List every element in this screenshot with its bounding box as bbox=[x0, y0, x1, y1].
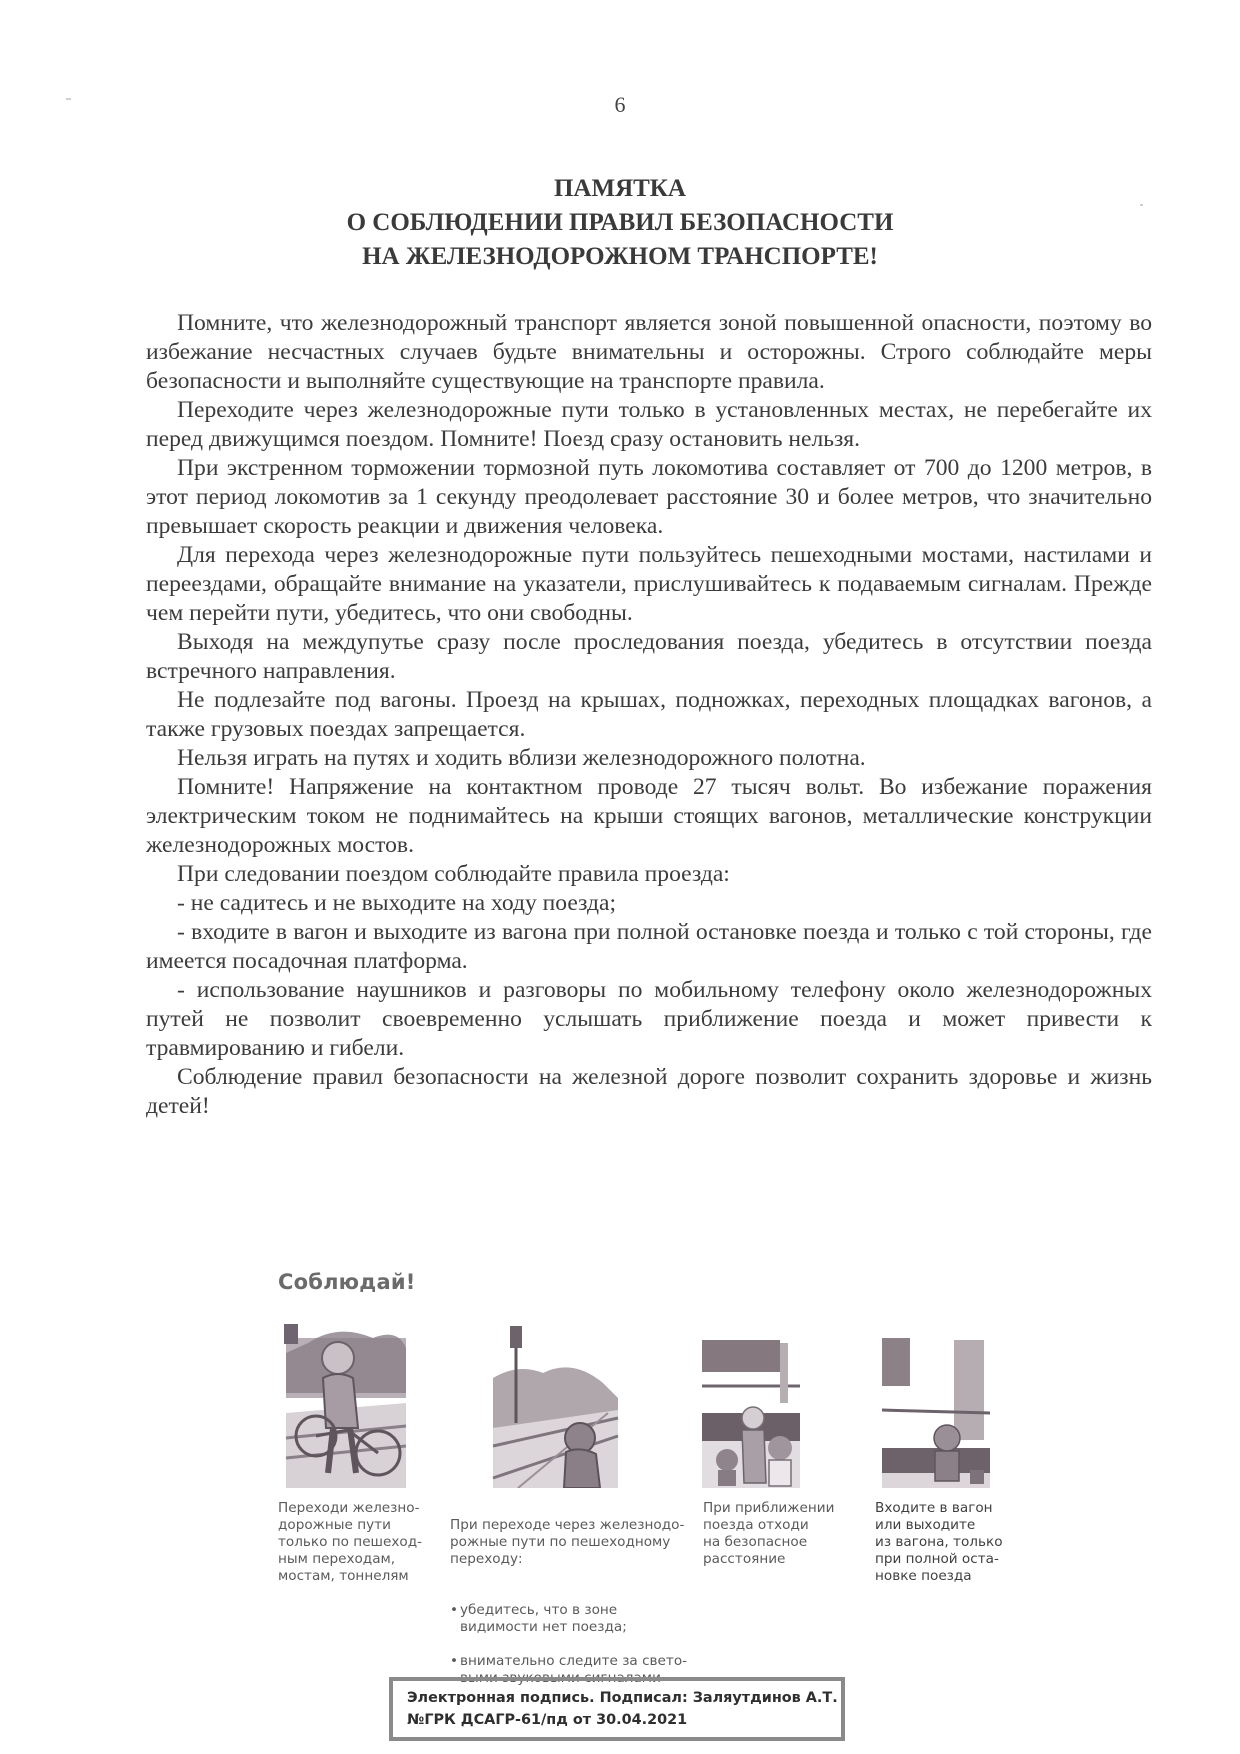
list-item: - входите в вагон и выходите из вагона при полной остановке поезда и только с той стороны, где имеется посадочная платформа. bbox=[146, 919, 1152, 974]
paragraph: Не подлезайте под вагоны. Проезд на крышах, подножках, переходных площадках вагонов, а также грузовых поездах запрещается. bbox=[146, 687, 1152, 742]
panel-caption: Входите в вагон или выходите из вагона, только при полной оста- новке поезда bbox=[875, 1500, 1003, 1584]
panel-caption: При приближении поезда отходи на безопасное расстояние bbox=[703, 1500, 835, 1567]
child-boarding-train-illustration bbox=[880, 1318, 990, 1493]
stamp-line-1: Электронная подпись. Подписал: Заляутдинов А.Т. bbox=[407, 1690, 838, 1706]
list-item: - использование наушников и разговоры по мобильному телефону около железнодорожных путей не позволит своевременно услышать приближение поезда и может привести к травмированию и гибели. bbox=[146, 977, 1152, 1061]
child-looking-at-tracks-illustration bbox=[488, 1318, 623, 1493]
infographic-heading: Соблюдай! bbox=[278, 1270, 416, 1294]
list-item: - не садитесь и не выходите на ходу поезда; bbox=[177, 890, 617, 916]
paragraph: Помните! Напряжение на контактном проводе 27 тысяч вольт. Во избежание поражения электрическим током не поднимайтесь на крыши стоящих вагонов, металлические конструкции железнодорожных мостов. bbox=[146, 774, 1152, 858]
paragraph: Нельзя играть на путях и ходить вблизи железнодорожного полотна. bbox=[177, 745, 866, 771]
scan-speck bbox=[1140, 204, 1143, 206]
title-line-1: ПАМЯТКА bbox=[553, 175, 686, 202]
title-line-3: НА ЖЕЛЕЗНОДОРОЖНОМ ТРАНСПОРТЕ! bbox=[362, 243, 878, 270]
caption-bullet: • внимательно следите за свето- выми звуковыми сигналами bbox=[450, 1653, 687, 1687]
stamp-line-2: №ГРК ДСАГР-61/пд от 30.04.2021 bbox=[407, 1712, 688, 1728]
paragraph: Переходите через железнодорожные пути только в установленных местах, не перебегайте их перед движущимся поездом. Помните! Поезд сразу остановить нельзя. bbox=[146, 397, 1152, 452]
paragraph: При следовании поездом соблюдайте правила проезда: bbox=[177, 861, 730, 887]
paragraph: Соблюдение правил безопасности на железной дороге позволит сохранить здоровье и жизнь детей! bbox=[146, 1064, 1152, 1119]
paragraph: Выходя на междупутье сразу после проследования поезда, убедитесь в отсутствии поезда встречного направления. bbox=[146, 629, 1152, 684]
family-on-platform-illustration bbox=[700, 1318, 800, 1493]
panel-caption: Переходи железно- дорожные пути только по пешеход- ным переходам, мостам, тоннелям bbox=[278, 1500, 423, 1584]
caption-bullet: • убедитесь, что в зоне видимости нет поезда; bbox=[450, 1602, 687, 1636]
scan-speck bbox=[66, 98, 71, 100]
document-title bbox=[0, 172, 1240, 274]
paragraph: При экстренном торможении тормозной путь локомотива составляет от 700 до 1200 метров, в этот период локомотив за 1 секунду преодолевает расстояние 30 и более метров, что значительно превышает скорость реакции и движения человека. bbox=[146, 455, 1152, 539]
page-number: 6 bbox=[614, 92, 626, 117]
electronic-signature-stamp bbox=[389, 1677, 845, 1741]
paragraph: Помните, что железнодорожный транспорт является зоной повышенной опасности, поэтому во избежание несчастных случаев будьте внимательны и осторожны. Строго соблюдайте меры безопасности и выполняйте существующие на транспорте правила. bbox=[146, 310, 1152, 394]
paragraph: Для перехода через железнодорожные пути пользуйтесь пешеходными мостами, настилами и переездами, обращайте внимание на указатели, прислушивайтесь к подаваемым сигналам. Прежде чем перейти пути, убедитесь, что они свободны. bbox=[146, 542, 1152, 626]
panel-caption: При переходе через железнодо- рожные пути по пешеходному переходу: bbox=[450, 1517, 685, 1567]
cyclist-at-crossing-illustration bbox=[278, 1318, 408, 1493]
title-line-2: О СОБЛЮДЕНИИ ПРАВИЛ БЕЗОПАСНОСТИ bbox=[346, 209, 894, 236]
body-text bbox=[146, 309, 1152, 1121]
